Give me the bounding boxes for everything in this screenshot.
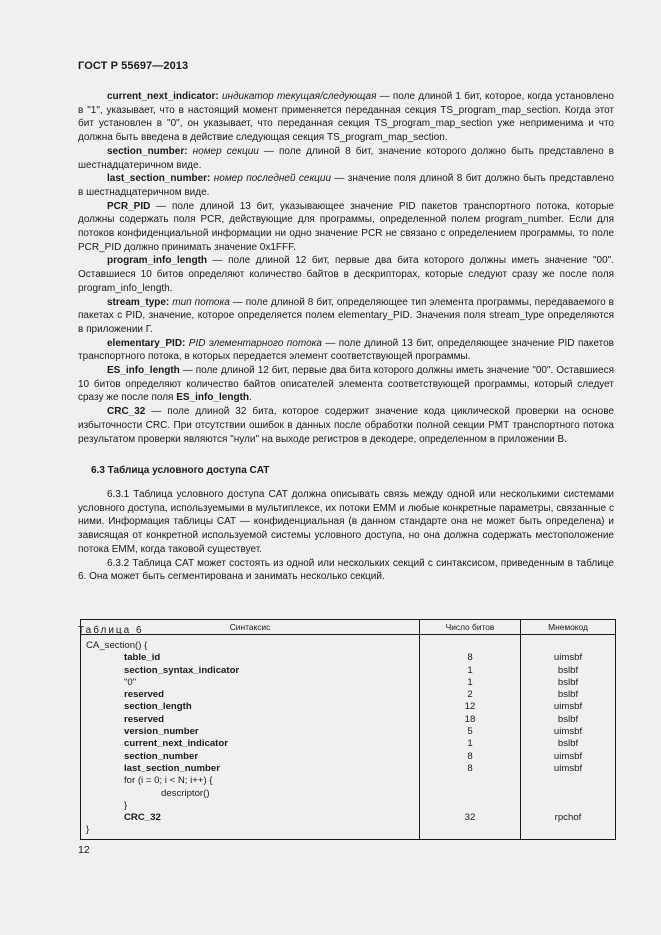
table-row: section_syntax_indicator 1 bslbf [81, 665, 616, 677]
table-row: last_section_number 8 uimsbf [81, 763, 616, 775]
table-row: } [81, 824, 616, 839]
paragraph-6-3-1: 6.3.1 Таблица условного доступа CAT должна описывать связь между одной или несколькими системами условного доступа, используемыми в мультиплексе, их потоки EMM и любые конкретные параметры, связанные с ними. Информация таблицы CAT — конфиденциальная (в данном стандарте она не может быть определена) и зависящая от конкретной используемой системы условного доступа, но она должна содержать местоположение потока EMM, когда таковой существует. [78, 488, 614, 555]
table-caption: Таблица 6 [78, 625, 144, 636]
table-row: section_length 12 uimsbf [81, 701, 616, 713]
page-header: ГОСТ Р 55697—2013 [78, 60, 189, 72]
header-mnemonic: Мнемокод [521, 620, 616, 635]
paragraph-es-info-length: ES_info_length — поле длиной 12 бит, первые два бита которого должны иметь значение "00". Оставшиеся 10 битов определяют количество байтов описателей элемента соответствующей программы, который следует сразу же после поля ES_info_length. [78, 365, 614, 404]
table-row: descriptor() [81, 788, 616, 800]
header-bits: Число битов [420, 620, 521, 635]
body-text [78, 90, 614, 584]
table-header-row [81, 620, 616, 635]
table-row: version_number 5 uimsbf [81, 726, 616, 738]
paragraph-6-3-2: 6.3.2 Таблица CAT может состоять из одной или нескольких секций с синтаксисом, приведенным в таблице 6. Она может быть сегментирована и занимать несколько секций. [78, 557, 614, 583]
paragraph-elementary-pid: elementary_PID: PID элементарного потока — поле длиной 13 бит, определяющее значение PID пакетов транспортного потока, в которых передается элемент соответствующей программы. [78, 337, 614, 363]
paragraph-program-info-length: program_info_length — поле длиной 12 бит, первые два бита которого должны иметь значение "00". Оставшиеся 10 битов определяют количество байтов в дескрипторах, которые следуют сразу же после поля program_info_length. [78, 255, 614, 294]
table-row: "0" 1 bslbf [81, 677, 616, 689]
table-row: for (i = 0; i < N; i++) { [81, 775, 616, 787]
table-row: section_number 8 uimsbf [81, 751, 616, 763]
paragraph-pcr-pid: PCR_PID — поле длиной 13 бит, указывающее значение PID пакетов транспортного потока, которые должны содержать поля PCR, действующие для программы, определенной полем program_number. Если для потоков конфиденциальной информации ни одно значение PCR не связано с определением программы, то поле PCR_PID должно принимать значение 0x1FFF. [78, 200, 614, 253]
table-row: current_next_indicator 1 bslbf [81, 738, 616, 750]
page-number: 12 [78, 844, 90, 856]
table-row: reserved 2 bslbf [81, 689, 616, 701]
table-row: reserved 18 bslbf [81, 714, 616, 726]
table-row: CA_section() { [81, 635, 616, 653]
syntax-table [80, 619, 616, 840]
paragraph-section-number: section_number: номер секции — поле длиной 8 бит, значение которого должно быть представлено в шестнадцатеричном виде. [78, 145, 614, 171]
table-row: CRC_32 32 rpchof [81, 812, 616, 824]
header-syntax: Синтаксис [81, 620, 420, 635]
section-title: 6.3 Таблица условного доступа CAT [91, 465, 270, 477]
table-row: table_id 8 uimsbf [81, 652, 616, 664]
table-row: } [81, 800, 616, 812]
paragraph-stream-type: stream_type: тип потока — поле длиной 8 бит, определяющее тип элемента программы, передаваемого в пакетах с PID, значение, которое определяется полем elementary_PID. Значения поля stream_type определяются в приложении Г. [78, 296, 614, 335]
paragraph-current-next-indicator: current_next_indicator: индикатор текущая/следующая — поле длиной 1 бит, которое, когда установлено в "1", указывает, что в настоящий момент применяется переданная секция TS_program_map_section. Когда этот бит установлен в "0", он указывает, что переданная секция TS_program_map_section уже неприменима и что должна быть введена в действие следующая секция TS_program_map_section. [78, 91, 614, 144]
paragraph-crc-32: CRC_32 — поле длиной 32 бита, которое содержит значение кода циклической проверки на основе избыточности CRC. При отсутствии ошибок в данных после обработки полной секции PMT транспортного потока результатом проверки являются "нули" на выходе регистров в декодере, определенном в приложении В. [78, 406, 614, 445]
paragraph-last-section-number: last_section_number: номер последней секции — значение поля длиной 8 бит должно быть представлено в шестнадцатеричном виде. [78, 173, 614, 198]
